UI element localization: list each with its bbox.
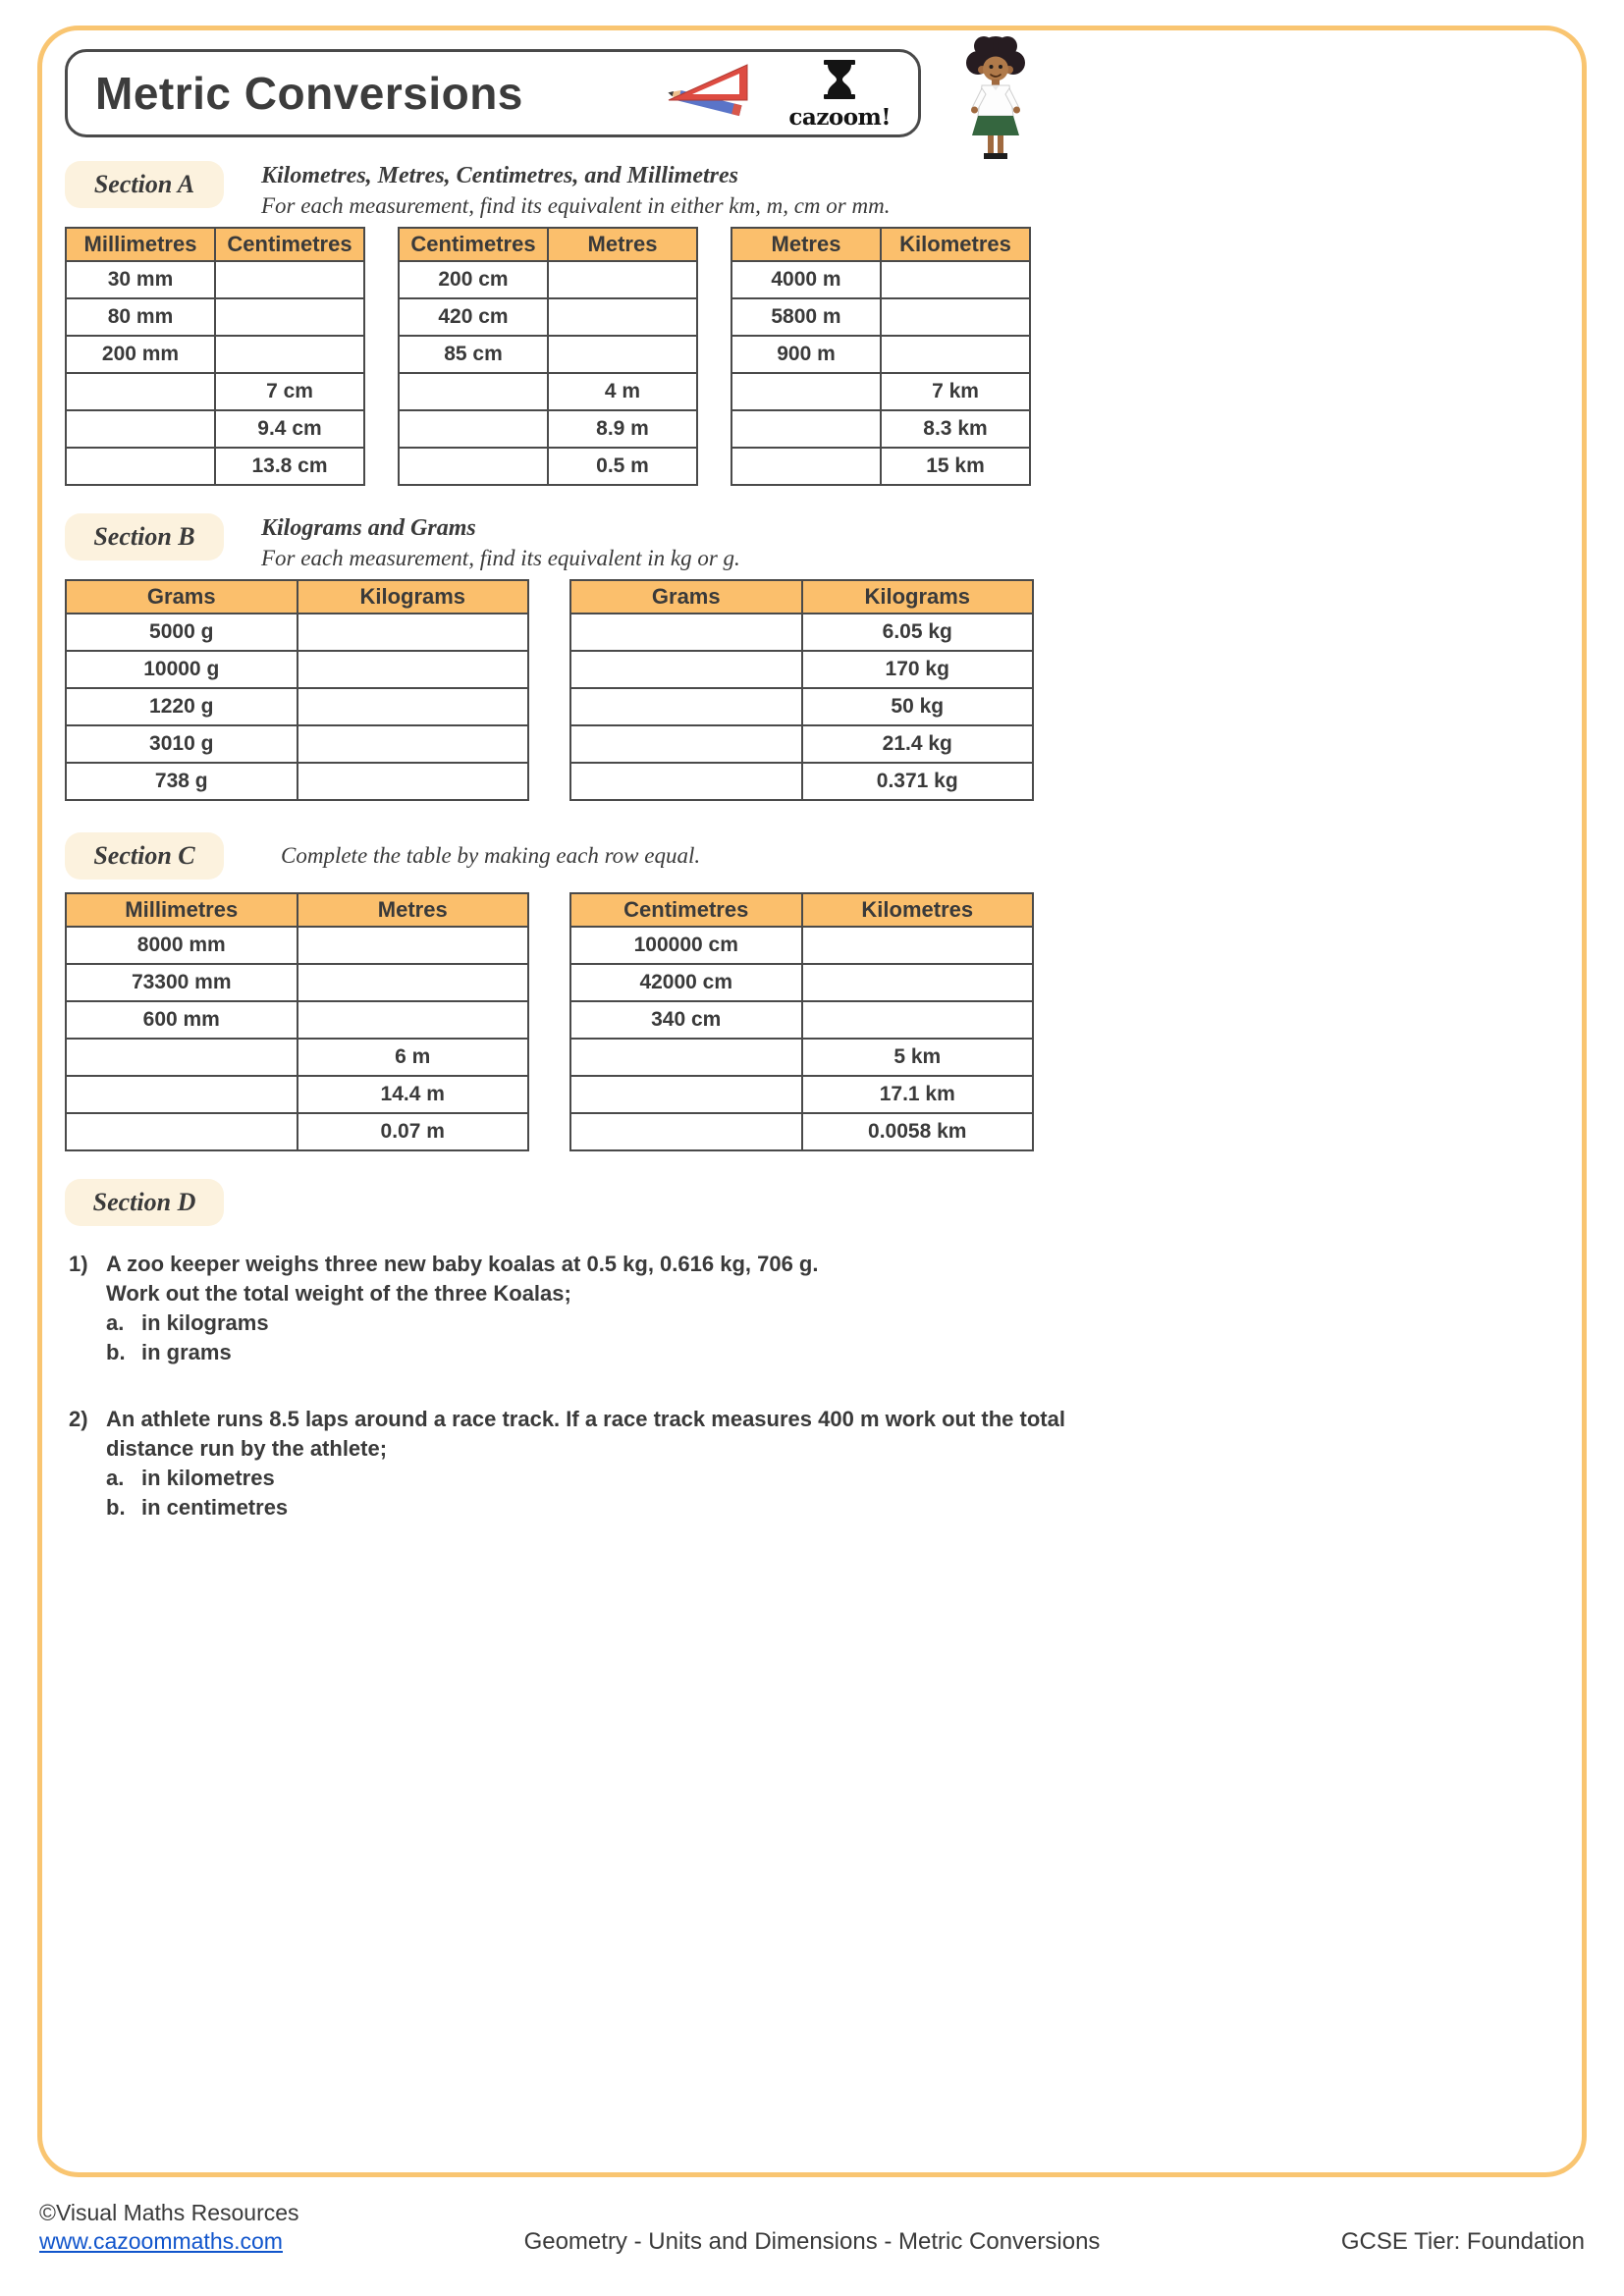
- table-row: [399, 298, 697, 336]
- answer-cell: [802, 927, 1034, 964]
- section-a: [65, 161, 1528, 486]
- answer-cell: [66, 373, 215, 410]
- footer-tier-text: GCSE Tier: Foundation: [1340, 2227, 1585, 2255]
- subpart-text: in centimetres: [141, 1495, 289, 1520]
- value-cell: 738 g: [66, 763, 298, 800]
- table-header-row: [66, 893, 528, 927]
- value-cell: 80 mm: [66, 298, 215, 336]
- section-d: [65, 1179, 1528, 1522]
- value-cell: 7 km: [881, 373, 1030, 410]
- table-row: [66, 725, 528, 763]
- answer-cell: [215, 336, 364, 373]
- question-number: 1): [69, 1252, 88, 1276]
- value-cell: 900 m: [731, 336, 881, 373]
- table-row: [570, 688, 1033, 725]
- subpart-letter: a.: [106, 1310, 125, 1335]
- question-text-line: Work out the total weight of the three Koalas;: [106, 1281, 571, 1306]
- value-cell: 1220 g: [66, 688, 298, 725]
- answer-cell: [802, 964, 1034, 1001]
- column-header: Metres: [548, 228, 697, 261]
- website-link[interactable]: www.cazoommaths.com: [39, 2227, 283, 2254]
- conversion-table: [65, 227, 365, 486]
- section-b-heading: Kilograms and Grams: [261, 515, 476, 541]
- value-cell: 6 m: [298, 1039, 529, 1076]
- value-cell: 8000 mm: [66, 927, 298, 964]
- column-header: Grams: [66, 580, 298, 614]
- table-row: [399, 261, 697, 298]
- answer-cell: [731, 448, 881, 485]
- answer-cell: [570, 763, 802, 800]
- table-row: [399, 410, 697, 448]
- section-c-label: Section C: [65, 832, 224, 880]
- answer-cell: [298, 688, 529, 725]
- column-header: Millimetres: [66, 228, 215, 261]
- answer-cell: [570, 614, 802, 651]
- answer-cell: [298, 651, 529, 688]
- table-row: [66, 1039, 528, 1076]
- subpart-text: in kilometres: [141, 1466, 275, 1490]
- section-a-heading: Kilometres, Metres, Centimetres, and Millimetres: [261, 163, 738, 188]
- title-box: [65, 49, 921, 137]
- table-row: [570, 1001, 1033, 1039]
- value-cell: 170 kg: [802, 651, 1034, 688]
- hourglass-logo-icon: [821, 59, 858, 104]
- table-centimetres-metres: [398, 227, 698, 486]
- answer-cell: [731, 410, 881, 448]
- table-row: [66, 1113, 528, 1150]
- conversion-table: [65, 579, 529, 801]
- table-row: [66, 410, 364, 448]
- value-cell: 0.5 m: [548, 448, 697, 485]
- table-row: [66, 651, 528, 688]
- value-cell: 73300 mm: [66, 964, 298, 1001]
- cazoom-logo: [788, 59, 891, 129]
- table-header-row: [66, 228, 364, 261]
- column-header: Metres: [731, 228, 881, 261]
- question-2: [69, 1405, 1528, 1522]
- question-subpart-b: [106, 1338, 1528, 1367]
- cazoom-logo-text: cazoom!: [788, 103, 891, 131]
- subpart-text: in kilograms: [141, 1310, 269, 1335]
- section-c: [65, 832, 1528, 1151]
- value-cell: 340 cm: [570, 1001, 802, 1039]
- column-header: Centimetres: [399, 228, 548, 261]
- table-row: [570, 964, 1033, 1001]
- value-cell: 5000 g: [66, 614, 298, 651]
- table-row: [66, 1076, 528, 1113]
- section-b-instruction: For each measurement, find its equivalent in kg or g.: [261, 546, 740, 570]
- value-cell: 42000 cm: [570, 964, 802, 1001]
- section-a-instruction: For each measurement, find its equivalent in either km, m, cm or mm.: [261, 193, 891, 218]
- table-row: [570, 614, 1033, 651]
- answer-cell: [399, 373, 548, 410]
- table-millimetres-metres: [65, 892, 529, 1151]
- answer-cell: [570, 725, 802, 763]
- section-c-instruction: Complete the table by making each row equal.: [281, 843, 701, 868]
- value-cell: 8.9 m: [548, 410, 697, 448]
- value-cell: 0.07 m: [298, 1113, 529, 1150]
- table-header-row: [399, 228, 697, 261]
- answer-cell: [548, 298, 697, 336]
- footer-topic-text: Geometry - Units and Dimensions - Metric Conversions: [523, 2227, 1101, 2255]
- table-row: [570, 1076, 1033, 1113]
- table-row: [66, 1001, 528, 1039]
- table-row: [66, 336, 364, 373]
- table-row: [66, 964, 528, 1001]
- column-header: Kilometres: [881, 228, 1030, 261]
- conversion-table: [569, 892, 1034, 1151]
- answer-cell: [570, 688, 802, 725]
- table-metres-kilometres: [731, 227, 1031, 486]
- table-row: [66, 448, 364, 485]
- question-subpart-a: [106, 1308, 1528, 1338]
- answer-cell: [298, 614, 529, 651]
- page-title: Metric Conversions: [95, 68, 523, 119]
- student-girl-illustration: [947, 33, 1045, 163]
- answer-cell: [881, 261, 1030, 298]
- answer-cell: [66, 448, 215, 485]
- subpart-letter: b.: [106, 1495, 126, 1520]
- value-cell: 7 cm: [215, 373, 364, 410]
- answer-cell: [66, 1039, 298, 1076]
- answer-cell: [802, 1001, 1034, 1039]
- table-row: [570, 1113, 1033, 1150]
- value-cell: 200 mm: [66, 336, 215, 373]
- value-cell: 85 cm: [399, 336, 548, 373]
- table-millimetres-centimetres: [65, 227, 365, 486]
- conversion-table: [731, 227, 1031, 486]
- title-icons: [665, 59, 891, 129]
- answer-cell: [570, 651, 802, 688]
- answer-cell: [298, 927, 529, 964]
- value-cell: 8.3 km: [881, 410, 1030, 448]
- answer-cell: [548, 261, 697, 298]
- header-row: [65, 49, 1528, 139]
- section-d-label: Section D: [65, 1179, 224, 1226]
- table-header-row: [731, 228, 1030, 261]
- answer-cell: [66, 410, 215, 448]
- table-grams-kilograms-2: [569, 579, 1034, 801]
- conversion-table: [398, 227, 698, 486]
- table-row: [399, 448, 697, 485]
- table-row: [66, 763, 528, 800]
- column-header: Centimetres: [215, 228, 364, 261]
- value-cell: 0.0058 km: [802, 1113, 1034, 1150]
- subpart-letter: a.: [106, 1466, 125, 1490]
- value-cell: 50 kg: [802, 688, 1034, 725]
- answer-cell: [298, 763, 529, 800]
- answer-cell: [298, 725, 529, 763]
- column-header: Kilometres: [802, 893, 1034, 927]
- table-row: [731, 448, 1030, 485]
- answer-cell: [215, 261, 364, 298]
- table-centimetres-kilometres: [569, 892, 1034, 1151]
- question-subpart-b: [106, 1493, 1528, 1522]
- table-row: [66, 261, 364, 298]
- table-row: [570, 651, 1033, 688]
- table-grams-kilograms-1: [65, 579, 529, 801]
- table-row: [731, 373, 1030, 410]
- page-footer: [39, 2199, 1585, 2256]
- answer-cell: [399, 410, 548, 448]
- value-cell: 6.05 kg: [802, 614, 1034, 651]
- answer-cell: [881, 298, 1030, 336]
- table-row: [570, 1039, 1033, 1076]
- value-cell: 600 mm: [66, 1001, 298, 1039]
- value-cell: 3010 g: [66, 725, 298, 763]
- conversion-table: [569, 579, 1034, 801]
- table-row: [570, 725, 1033, 763]
- column-header: Centimetres: [570, 893, 802, 927]
- table-row: [570, 927, 1033, 964]
- column-header: Millimetres: [66, 893, 298, 927]
- question-text-line: distance run by the athlete;: [106, 1436, 388, 1461]
- value-cell: 13.8 cm: [215, 448, 364, 485]
- answer-cell: [731, 373, 881, 410]
- answer-cell: [298, 1001, 529, 1039]
- column-header: Metres: [298, 893, 529, 927]
- table-row: [399, 336, 697, 373]
- subpart-text: in grams: [141, 1340, 232, 1364]
- table-row: [399, 373, 697, 410]
- value-cell: 200 cm: [399, 261, 548, 298]
- value-cell: 4 m: [548, 373, 697, 410]
- question-subpart-a: [106, 1464, 1528, 1493]
- table-row: [66, 927, 528, 964]
- column-header: Kilograms: [802, 580, 1034, 614]
- value-cell: 14.4 m: [298, 1076, 529, 1113]
- value-cell: 17.1 km: [802, 1076, 1034, 1113]
- answer-cell: [548, 336, 697, 373]
- column-header: Grams: [570, 580, 802, 614]
- answer-cell: [66, 1113, 298, 1150]
- set-square-pencil-icon: [665, 61, 759, 127]
- value-cell: 4000 m: [731, 261, 881, 298]
- table-row: [66, 688, 528, 725]
- value-cell: 30 mm: [66, 261, 215, 298]
- value-cell: 5800 m: [731, 298, 881, 336]
- table-row: [66, 373, 364, 410]
- column-header: Kilograms: [298, 580, 529, 614]
- value-cell: 5 km: [802, 1039, 1034, 1076]
- answer-cell: [570, 1113, 802, 1150]
- copyright-text: ©Visual Maths Resources: [39, 2200, 299, 2225]
- value-cell: 15 km: [881, 448, 1030, 485]
- answer-cell: [215, 298, 364, 336]
- question-text-line: An athlete runs 8.5 laps around a race track. If a race track measures 400 m work out the total: [106, 1407, 1065, 1431]
- table-row: [731, 298, 1030, 336]
- table-row: [570, 763, 1033, 800]
- table-row: [731, 261, 1030, 298]
- value-cell: 420 cm: [399, 298, 548, 336]
- value-cell: 100000 cm: [570, 927, 802, 964]
- subpart-letter: b.: [106, 1340, 126, 1364]
- answer-cell: [570, 1076, 802, 1113]
- value-cell: 21.4 kg: [802, 725, 1034, 763]
- value-cell: 0.371 kg: [802, 763, 1034, 800]
- table-row: [731, 336, 1030, 373]
- answer-cell: [570, 1039, 802, 1076]
- answer-cell: [399, 448, 548, 485]
- conversion-table: [65, 892, 529, 1151]
- table-row: [66, 614, 528, 651]
- table-header-row: [570, 893, 1033, 927]
- value-cell: 9.4 cm: [215, 410, 364, 448]
- section-a-label: Section A: [65, 161, 224, 208]
- answer-cell: [881, 336, 1030, 373]
- value-cell: 10000 g: [66, 651, 298, 688]
- answer-cell: [66, 1076, 298, 1113]
- table-header-row: [570, 580, 1033, 614]
- question-number: 2): [69, 1407, 88, 1431]
- section-b-label: Section B: [65, 513, 224, 561]
- table-header-row: [66, 580, 528, 614]
- section-b: [65, 513, 1528, 801]
- answer-cell: [298, 964, 529, 1001]
- table-row: [731, 410, 1030, 448]
- table-row: [66, 298, 364, 336]
- question-1: [69, 1250, 1528, 1367]
- question-text-line: A zoo keeper weighs three new baby koalas at 0.5 kg, 0.616 kg, 706 g.: [106, 1252, 819, 1276]
